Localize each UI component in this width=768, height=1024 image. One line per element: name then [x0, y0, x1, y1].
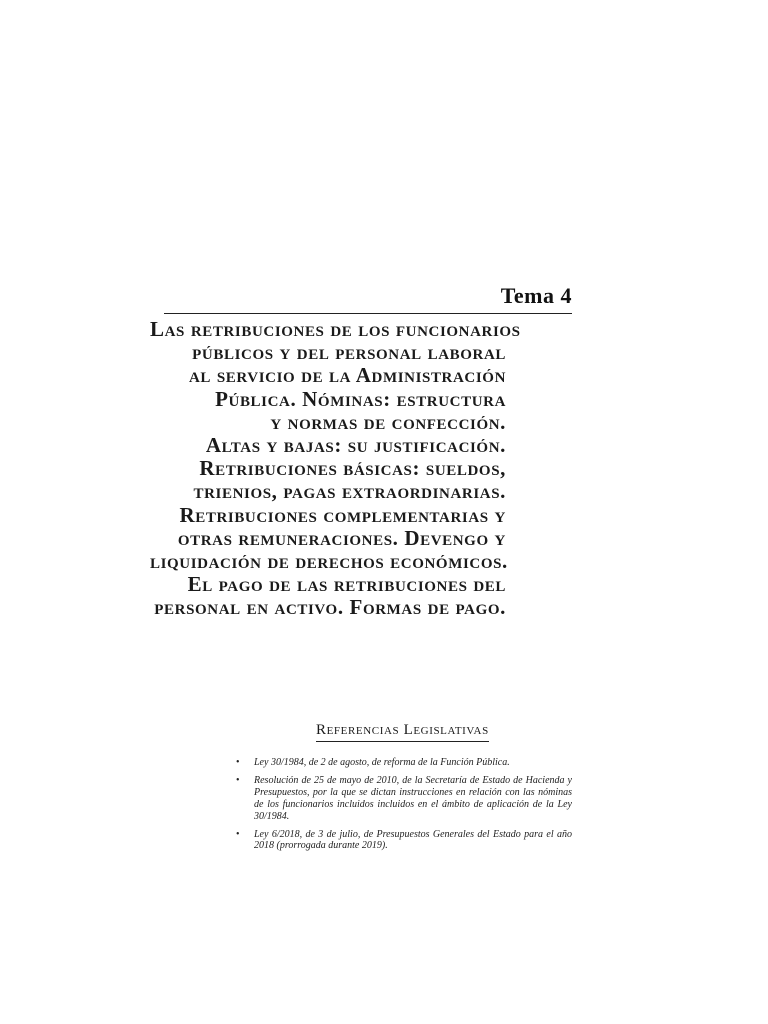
reference-text: Resolución de 25 de mayo de 2010, de la Secretaría de Estado de Hacienda y Presupuestos, por la que se dictan instrucciones en relación con las nóminas de los funcionarios incluidos incluidos en el ámbito de aplicación de la Ley 30/1984. [254, 774, 572, 822]
reference-item [236, 757, 572, 769]
reference-item [236, 829, 572, 853]
chapter-heading [150, 317, 521, 620]
chapter-heading-line: otras remuneraciones. Devengo y [177, 525, 506, 550]
chapter-heading-line: trienios, pagas extraordinarias. [193, 479, 506, 504]
chapter-heading-line: Altas y bajas: su justificación. [205, 433, 506, 458]
chapter-title: Tema 4 [500, 283, 572, 308]
chapter-heading-line: liquidación de derechos económicos. [150, 549, 508, 574]
chapter-heading-line: Retribuciones básicas: sueldos, [199, 456, 506, 481]
chapter-heading-line: al servicio de la Administración [188, 363, 506, 388]
chapter-heading-line: y normas de confección. [270, 409, 506, 434]
chapter-heading-line: Retribuciones complementarias y [179, 502, 506, 527]
reference-text: Ley 30/1984, de 2 de agosto, de reforma de la Función Pública. [254, 757, 510, 768]
chapter-heading-line: Pública. Nóminas: estructura [215, 386, 506, 411]
chapter-heading-line: personal en activo. Formas de pago. [154, 595, 506, 620]
bullet-icon: • [236, 757, 240, 768]
chapter-heading-line: El pago de las retribuciones del [187, 572, 506, 597]
chapter-heading-line: Las retribuciones de los funcionarios [150, 317, 521, 341]
bullet-icon: • [236, 828, 240, 840]
reference-item [236, 775, 572, 823]
reference-text: Ley 6/2018, de 3 de julio, de Presupuestos Generales del Estado para el año 2018 (prorrogada durante 2019). [254, 828, 572, 852]
chapter-heading-line: públicos y del personal laboral [192, 340, 506, 365]
references-title: Referencias Legislativas [316, 722, 489, 742]
bullet-icon: • [236, 774, 240, 786]
title-rule [164, 313, 572, 314]
references-list [236, 757, 572, 858]
